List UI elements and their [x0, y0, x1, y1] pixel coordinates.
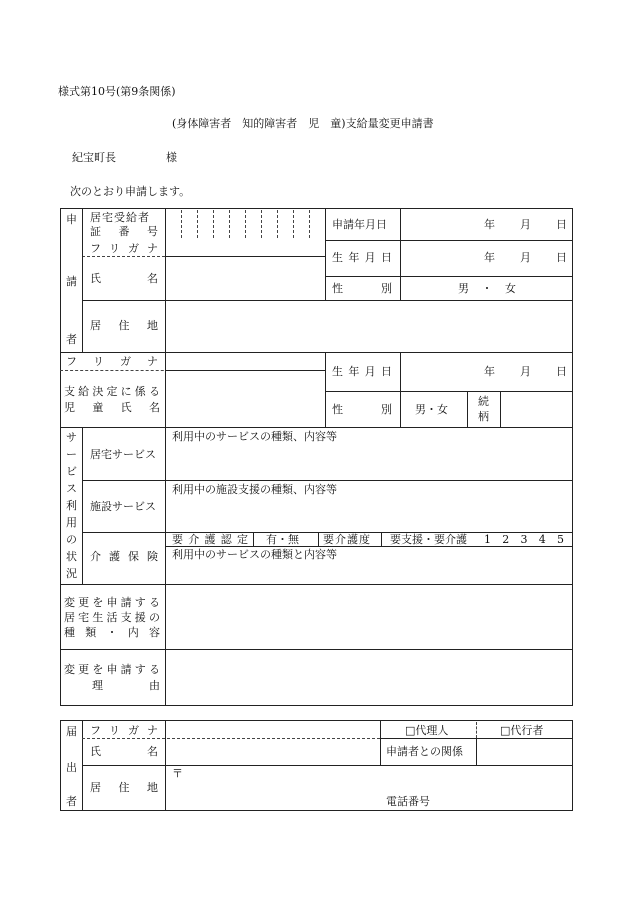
child-month-unit: 月 [520, 365, 531, 378]
service-section-char-2: ー [66, 448, 77, 461]
notifier-address-label: 居 住 地 [90, 781, 158, 794]
applicant-address-label: 居 住 地 [90, 319, 158, 332]
birth-month-unit: 月 [520, 251, 531, 264]
change-reason-line1: 変 更 を 申 請 す る [64, 663, 160, 676]
birth-day-unit: 日 [556, 251, 567, 264]
child-sex-options[interactable]: 男・女 [415, 403, 448, 416]
care-cert-value[interactable]: 有・無 [266, 533, 299, 546]
change-reason-input[interactable] [166, 650, 572, 705]
care-level-value[interactable]: 要支援・要介護 [390, 533, 467, 546]
child-relation-input[interactable] [501, 392, 572, 426]
notifier-name-input[interactable] [166, 739, 379, 764]
change-reason-line2: 理 由 [92, 679, 160, 692]
child-label-line1: 支 給 決 定 に 係 る [64, 385, 160, 398]
change-types-line1: 変 更 を 申 請 す る [64, 596, 160, 609]
care-service-desc: 利用中のサービスの種類と内容等 [172, 548, 337, 561]
child-day-unit: 日 [556, 365, 567, 378]
child-year-unit: 年 [484, 365, 495, 378]
home-service-desc: 利用中のサービスの種類、内容等 [172, 430, 337, 443]
change-types-input[interactable] [166, 585, 572, 648]
service-section-char-6: 用 [66, 516, 77, 529]
applicant-furigana-input[interactable] [166, 241, 324, 255]
applicant-name-label: 氏 名 [90, 272, 158, 285]
application-date-label: 申請年月日 [332, 218, 387, 231]
facility-service-desc: 利用中の施設支援の種類、内容等 [172, 483, 337, 496]
proxy-checkbox[interactable]: □代行者 [500, 724, 544, 737]
notifier-section-char-2: 出 [66, 761, 77, 774]
service-section-char-3: ビ [66, 465, 77, 478]
app-month-unit: 月 [520, 218, 531, 231]
intro-text: 次のとおり申請します。 [70, 185, 191, 198]
child-sex-label: 性 別 [332, 403, 392, 416]
app-year-unit: 年 [484, 218, 495, 231]
relation-input[interactable] [477, 739, 572, 764]
notifier-section-char-1: 届 [66, 725, 77, 738]
cert-number-input[interactable] [166, 209, 324, 239]
home-service-label: 居宅サービス [90, 448, 156, 461]
notifier-name-label: 氏 名 [90, 745, 158, 758]
child-furigana-input[interactable] [166, 353, 324, 369]
applicant-name-input[interactable] [166, 257, 324, 299]
applicant-section-char-1: 申 [66, 213, 77, 226]
applicant-furigana-label: フ リ ガ ナ [90, 242, 158, 255]
service-section-char-8: 状 [66, 550, 77, 563]
notifier-furigana-label: フ リ ガ ナ [90, 724, 158, 737]
notifier-section-char-3: 者 [66, 795, 77, 808]
care-insurance-label: 介 護 保 険 [90, 550, 158, 563]
service-section-char-7: の [66, 533, 77, 546]
notifier-furigana-input[interactable] [166, 721, 379, 737]
change-types-line2: 居 宅 生 活 支 援 の [64, 611, 160, 624]
applicant-address-input[interactable] [166, 301, 572, 351]
child-birth-label: 生 年 月 日 [332, 365, 392, 378]
notifier-address-input[interactable] [166, 766, 572, 810]
facility-service-input[interactable] [166, 497, 572, 531]
form-title: (身体障害者 知的障害者 児 童)支給量変更申請書 [172, 117, 434, 130]
applicant-section-char-3: 者 [66, 333, 77, 346]
applicant-section-char-2: 請 [66, 275, 77, 288]
cert-label-line2: 証 番 号 [90, 225, 158, 238]
phone-label: 電話番号 [386, 795, 430, 808]
service-section-char-4: ス [66, 482, 77, 495]
child-relation-char-2: 柄 [478, 410, 489, 423]
child-furigana-label: フ リ ガ ナ [66, 355, 158, 368]
child-label-line2: 児 童 氏 名 [64, 401, 160, 414]
care-level-label: 要介護度 [323, 533, 371, 546]
home-service-input[interactable] [166, 444, 572, 479]
birth-year-unit: 年 [484, 251, 495, 264]
cert-label-line1: 居宅受給者 [90, 211, 150, 224]
applicant-sex-options[interactable]: 男 ・ 女 [458, 282, 516, 295]
relation-label: 申請者との関係 [386, 745, 463, 758]
facility-service-label: 施設サービス [90, 500, 156, 513]
form-number: 様式第10号(第9条関係) [58, 85, 176, 98]
postal-mark: 〒 [172, 767, 183, 780]
change-types-line3: 種 類 ・ 内 容 [64, 626, 160, 639]
service-section-char-5: 利 [66, 499, 77, 512]
care-cert-label: 要 介 護 認 定 [172, 533, 248, 546]
applicant-birth-label: 生 年 月 日 [332, 251, 392, 264]
care-service-input[interactable] [166, 562, 572, 583]
agent-checkbox[interactable]: □代理人 [405, 724, 449, 737]
service-section-char-1: サ [66, 431, 77, 444]
service-section-char-9: 況 [66, 567, 77, 580]
honorific: 様 [166, 151, 177, 164]
applicant-sex-label: 性 別 [332, 282, 392, 295]
child-relation-char-1: 続 [478, 395, 489, 408]
care-level-numbers[interactable]: 1 2 3 4 5 [484, 533, 564, 546]
app-day-unit: 日 [556, 218, 567, 231]
child-name-input[interactable] [166, 371, 324, 426]
addressee: 紀宝町長 [72, 151, 116, 164]
